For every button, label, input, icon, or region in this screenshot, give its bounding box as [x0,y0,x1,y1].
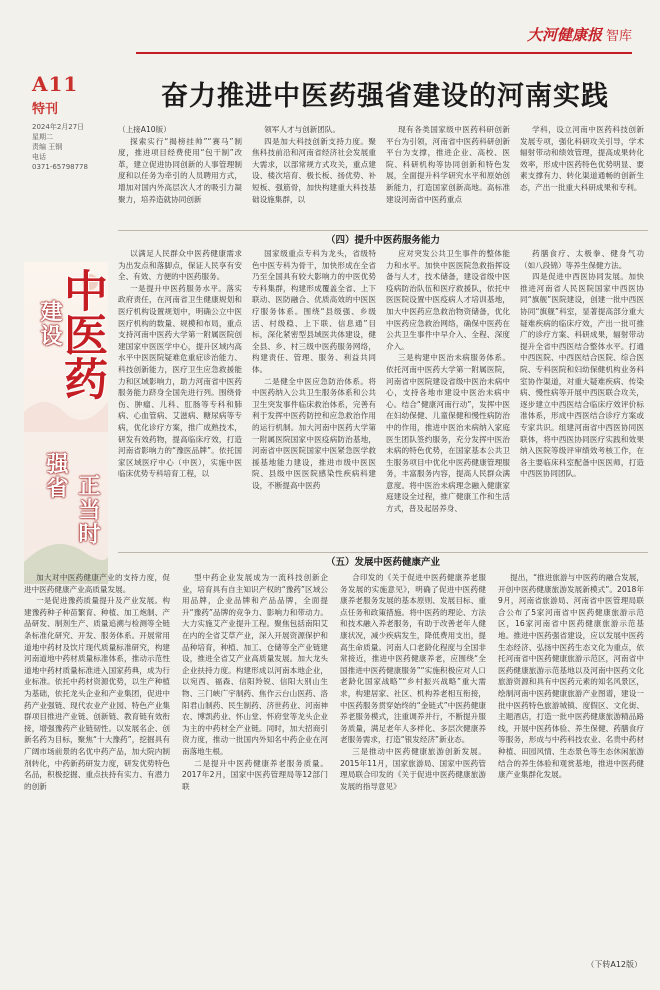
divider [118,230,648,231]
editor: 责编 王钢 [32,143,63,151]
phone: 0371-65798778 [32,163,88,171]
intro-col-1-text: （上接A10版） 探索实行“揭榜挂帅”“赛马”制度，推进项目经费使用“包干制”改革，建立促进协同创新的人事管理制度和以任务为牵引的人员聘用方式，增加对国内外高层次人才的吸引力凝聚力，培养造就协同创新 [118,125,242,204]
sec5-col-2 [182,572,328,942]
masthead [124,14,644,70]
brand-sub: 智库 [605,29,632,44]
sec4-col-3-text: 应对突发公共卫生事件的整体能力和水平。加快中医医院急救指挥设备与人才，技术储备，建设省级中医疫病防治队伍和医疗救援队，依托中医医院设置中医疫病人才培训基地，加大中医药应急救治物资储备，优化中医药应急救治网络，确保中医药在公共卫生事件中早介入、全程、深度介入。 三是构建中医治未病服务体系。依托河南中医药大学第一附属医院，河南省中医院建设省级中医治未病中心，支持各地市建设中医治未病中心。结合“健康河南行动”，发挥中医在妇幼保健、儿童保健和慢性病防治中的作用，推进中医治未病纳入家庭医生团队签约服务，充分发挥中医治未病的特色优势，在国家基本公共卫生服务项目中优化中医药健康管理服务，丰富服务内容，提高人民群众满意度。将中医治未病理念融入健康家庭建设全过程，推广健康工作和生活方式，普及起居养身、 [386,249,510,514]
sec4-col-2 [252,248,376,548]
banner-text-1: 建设 [37,300,62,348]
sec4-col-2-text: 国家级重点专科为龙头，省级特色中医专科为骨干，加快形成在全省乃至全国具有较大影响力的中医优势专科集群，构建形成覆盖全省、上下联动、医防融合、优质高效的中医医疗服务体系。围绕“县级强、乡级活、村级稳、上下联、信息通”目标，深化紧密型县域医共体建设，健全县、乡、村三级中医药服务网络，构建责任、管理、服务、利益共同体。 二是健全中医应急防治体系。将中医药纳入公共卫生服务体系和公共卫生突发事件临床救治体系，完善有利于发挥中医药防控和应急救治作用的运行机制。加大河南中医药大学第一附属医院国家中医疫病防治基地，河南省中医医院国家中医紧急医学救援基地能力建设，推进市级中医医院、县级中医医院感染性疾病科建设，不断提高中医药 [252,249,376,490]
banner-text-4: 正当时 [75,474,100,546]
issue-meta [32,122,88,172]
sec5-col-4-text: 提出，“推进旅游与中医药的融合发展，开创中医药健康旅游发展新模式”。2018年9月，河南省旅游局、河南省中医管理局联合公布了5家河南省中医药健康旅游示范区，16家河南省中医药健康旅游示范基地。推进中医药强省建设，应以发展中医药生态经济、弘扬中医药生态文化为重点，依托河南省中医药健康旅游示范区，河南省中医药健康旅游示范基地以及河南中医药文化旅游资源和具有中医药元素的知名风景区，绘制河南中医药健康旅游产业图谱，建设一批中医药特色旅游城镇、度假区、文化街、主题酒店，打造一批中医药健康旅游精品路线，开展中医药体验、养生保健、药膳食疗等服务，形成与中药科技农业、名贵中药材种植、田园风情、生态景色等生态休闲旅游结合的养生体验和观赏基地，推进中医药健康产业集群化发展。 [498,573,644,780]
sec5-col-1 [24,572,170,942]
sec4-col-4 [520,248,644,548]
intro-col-3-text: 现有各类国家级中医药科研创新平台为引领，河南省中医药科研创新平台为支撑，推进企业、高校、医院、科研机构等协同创新和特色发展，全面提升科学研究水平和原始创新能力，打造国家创新高地。高标准建设河南省中医药重点 [386,125,510,204]
issue-date: 2024年2月27日 [32,123,85,131]
sec5-col-4 [498,572,644,942]
page-number: A11 [32,72,79,96]
issue-weekday: 星期二 [32,133,53,141]
sec4-col-1-text: 以满足人民群众中医药健康需求为出发点和落脚点，保证人民享有安全、有效、方便的中医药服务。 一是提升中医药服务水平。落实政府责任，在河南省卫生健康规划和医疗机构设置规划中，明确公立中医医疗机构的数量、规模和布局，重点支持河南中医药大学第一附属医院创建国家中医医学中心，提升区域内高水平中医医院疑难危重症诊治能力、科技创新能力，医疗卫生应急救援能力和区域影响力，助力河南省中医药服务能力跻身全国先进行列。围绕骨伤、肿瘤、儿科、肛肠等专科和肺病、心血管病、艾滋病、糖尿病等专病，优化诊疗方案，推广成熟技术，研发有效药物，提高临床疗效，打造河南省影响力的“豫医品牌”。依托国家区域医疗中心（中医），实施中医临床优势专科培育工程，以 [118,249,242,479]
intro-col-4-text: 学科，设立河南中医药科技创新发展专项，强化科研攻关引导，学术辐射带动和绩效管理，提高成果转化效率，形成中医药特色优势明显、要素支撑有力、转化渠道通畅的创新生态，产出一批重大科研成果和专利。 [520,125,644,192]
brand-name: 大河健康报 [526,26,602,44]
intro-col-4 [520,124,644,230]
headline: 奋力推进中医药强省建设的河南实践 [161,81,609,112]
intro-col-2 [252,124,376,230]
theme-banner [24,262,108,584]
intro-col-1 [118,124,242,230]
banner-text-3: 强省 [43,452,68,500]
section-label: 特刊 [32,102,59,117]
sec5-col-2-text: 型中药企业发展成为一流科技创新企业，培育具有自主知识产权的“豫药”区域公用品牌，企业品牌和产品品牌，全面提升“豫药”品牌的竞争力、影响力和带动力。大力实施艾产业提升工程。聚焦包括南阳艾在内的全省艾草产业，深入开展资源保护和品种培育，种植、加工、仓储等全产业链建设，推进全省艾产业高质量发展。加大龙头企业扶持力度。构建形成以河南本地企业，以宛西、福森、信阳羚锐、信阳大别山生物、三门峡广宇制药、焦作云台山医药、洛阳君山制药、民生制药、济世药业、河南神农、博凯药业、怀山堂、怀府堂等龙头企业为主的中药材全产业链。同时，加大招商引资力度，推动一批国内外知名中药企业在河南落地生根。 二是提升中医药健康养老服务质量。2017年2月，国家中医药管理局等12部门联 [182,573,328,791]
section-5-heading: （五）发展中医药健康产业 [325,557,440,568]
sec4-col-1 [118,248,242,548]
sec4-col-3 [386,248,510,548]
sec5-col-3 [340,572,486,942]
phone-label: 电话 [32,153,46,161]
brand [527,24,632,45]
section-4-body [118,248,648,548]
header-rule [136,52,632,54]
section-4-heading: （四）提升中医药服务能力 [325,235,440,246]
section-5-body [24,572,648,942]
banner-text-2: 中医药 [56,268,107,400]
intro-col-2-text: 领军人才与创新团队。 四是加大科技创新支持力度。聚焦科技前沿和河南省经济社会发展重大需求，以部常规方式攻关，重点建设、楼次培育、极长板、扬优势、补短板、强筋骨，加快构建重大科技基础设施集群，以 [252,125,376,204]
sec5-col-1-text: 加大对中医药健康产业的支持力度，促进中医药健康产业高质量发展。 一是促进豫药质量提升及产业发展。构建豫药种子种苗繁育、种植、加工炮制、产品研发、制剂生产、质量追溯与检测等全链条标准化研究、开发、服务体系。开展常用道地中药材及饮片现代质量标准研究，构建河南道地中药材质量标准体系，推动示范性道地中药材质量标准进入国家药典，成为行业标准。依托中药材资源优势，以生产种植为基础，依托龙头企业和产业集团，促进中药产业强链、现代农业产业园、特色产业集群项目推进产业链、创新链、教育链有效衔接，增强豫药产业链韧性。以发展名企、创新名药为目标，聚焦“十大豫药”，挖掘具有广阔市场前景的名优中药产品，加大院内制剂转化，中药新药研发力度，研发优势特色名品，积极挖掘、重点扶持有实力、有潜力的创新 [24,573,170,791]
divider [118,552,648,553]
sec5-col-3-text: 合印发的《关于促进中医药健康养老服务发展的实施意见》，明确了促进中医药健康养老服务发展的基本原则、发展目标、重点任务和政策措施。将中医药的理论、方法和技术融入养老服务，有助于改善老年人健康状况，减少疾病发生，降低费用支出，提高生命质量。河南人口老龄化程度与全国非常接近，推进中医药健康养老，应围绕“全国推进中医药健康服务”“实施积极应对人口老龄化国家战略”“乡村振兴战略”重大需求，构建居家、社区、机构养老相互衔接，中医药服务贯穿始终的“金链式”中医药健康养老服务模式，注重调养并行，不断提升服务质量，满足老年人多样化、多层次健康养老服务需求，打造“银发经济”新业态。 三是推动中医药健康旅游创新发展。2015年11月，国家旅游局、国家中医药管理局联合印发的《关于促进中医药健康旅游发展的指导意见》 [340,573,486,791]
continued-note: （下转A12版） [586,960,642,969]
intro-col-3 [386,124,510,230]
sec4-col-4-text: 药膳食疗、太极拳、健身气功（如八段锦）等养生保健方法。 四是促进中西医协同发展。加快推进河南省人民医院国家中西医协同“旗舰”医院建设，创建一批中西医协同“旗舰”科室，显著提高部分重大疑难疾病的临床疗效，产出一批可推广的诊疗方案、科研成果，辐射带动提升全省中西医结合整体水平。打通中西医院、中西医结合医院、综合医院、专科医院和妇幼保健机构业务科室协作渠道，对重大疑难疾病、传染病、慢性病等开展中西医联合攻关，逐步建立中西医结合临床疗效评价标准体系，形成中西医结合诊疗方案或专家共识。组建河南省中西医协同医联体，将中西医协同医疗实践和效果纳入医院等级评审绩效考核工作，在各主要临床科室配备中医医师，打造中西医协同团队。 [520,249,644,479]
intro-block [118,124,648,230]
